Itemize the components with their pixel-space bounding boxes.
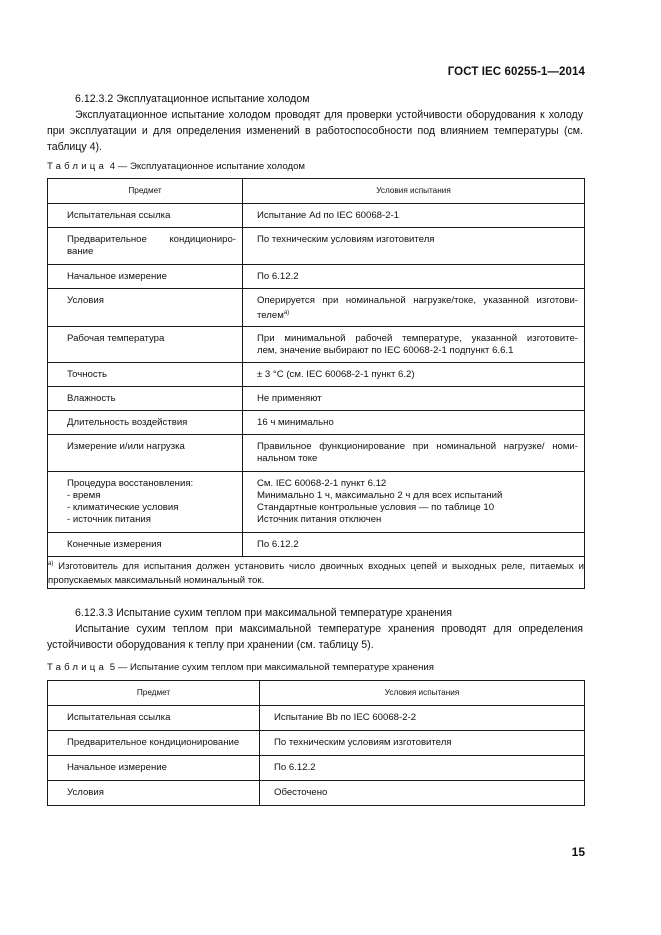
table-header-row bbox=[48, 179, 585, 204]
table-footnote-row bbox=[48, 557, 585, 589]
table-row: Точность ± 3 °С (см. IEC 60068-2-1 пункт 6.2) bbox=[48, 363, 585, 387]
table-4 bbox=[47, 178, 585, 589]
page-number: 15 bbox=[571, 845, 585, 859]
table-row: Конечные измерения По 6.12.2 bbox=[48, 533, 585, 557]
section-dry-heat-test bbox=[47, 605, 583, 653]
table-caption: Таблица 4 — Эксплуатационное испытание холодом bbox=[47, 161, 306, 172]
section-text: Испытание сухим теплом при максимальной температуре хранения проводят для определения устойчивости оборудования к теплу при хранении (см. таблицу 5). bbox=[47, 623, 583, 651]
footnote-reference: а) bbox=[283, 310, 290, 316]
table-row: Начальное измерение По 6.12.2 bbox=[48, 265, 585, 289]
section-cold-test bbox=[47, 91, 583, 155]
column-header: Условия испытания bbox=[260, 681, 585, 706]
table-row: Рабочая температура При минимальной рабочей температуре, указанной изготовите- лем, значение выбирают по IEC 60068-2-1 подпункт 6.6.1 bbox=[48, 327, 585, 363]
table-row: Начальное измерение По 6.12.2 bbox=[48, 756, 585, 781]
column-header: Условия испытания bbox=[243, 179, 585, 204]
table-row: Измерение и/или нагрузка Правильное функционирование при номинальной нагрузке/ номи- нальном токе bbox=[48, 435, 585, 472]
section-heading: 6.12.3.3 Испытание сухим теплом при максимальной температуре хранения bbox=[75, 607, 452, 619]
table-caption: Таблица 5 — Испытание сухим теплом при максимальной температуре хранения bbox=[47, 662, 434, 673]
table-row: Предварительное кондиционирование По техническим условиям изготовителя bbox=[48, 731, 585, 756]
table-5 bbox=[47, 680, 585, 806]
table-row: Влажность Не применяют bbox=[48, 387, 585, 411]
section-heading: 6.12.3.2 Эксплуатационное испытание холодом bbox=[75, 93, 310, 105]
document-code: ГОСТ IEC 60255-1—2014 bbox=[447, 66, 585, 78]
table-row: Испытательная ссылка Испытание Ad по IEC 60068-2-1 bbox=[48, 204, 585, 228]
table-row: Условия Оперируется при номинальной нагрузке/токе, указанной изготови- телем$^{а)}$ bbox=[48, 289, 585, 327]
footnote-text: Изготовитель для испытания должен установить число двоичных входных цепей и выходных реле, питаемых и пропускаемых максимальный номинальный ток. bbox=[48, 561, 584, 586]
table-row: Испытательная ссылка Испытание Bb по IEC 60068-2-2 bbox=[48, 706, 585, 731]
footnote-marker: а) bbox=[48, 561, 54, 567]
column-header: Предмет bbox=[48, 681, 260, 706]
section-text: Эксплуатационное испытание холодом проводят для проверки устойчивости оборудования к холоду при эксплуатации и для определения изменений в работоспособности под влиянием температуры (см. таблицу 4). bbox=[47, 109, 583, 153]
table-row: Процедура восстановления: - время - климатические условия - источник питания См. IEC 60068-2-1 пункт 6.12 Минимально 1 ч, максимально 2 ч для всех испытаний Стандартные контрольные условия — по таблице 10 Источник питания отключен bbox=[48, 472, 585, 533]
table-row: Длительность воздействия 16 ч минимально bbox=[48, 411, 585, 435]
column-header: Предмет bbox=[48, 179, 243, 204]
table-row: Предварительное кондициониро- вание По техническим условиям изготовителя bbox=[48, 228, 585, 265]
table-header-row bbox=[48, 681, 585, 706]
table-row: Условия Обесточено bbox=[48, 781, 585, 806]
